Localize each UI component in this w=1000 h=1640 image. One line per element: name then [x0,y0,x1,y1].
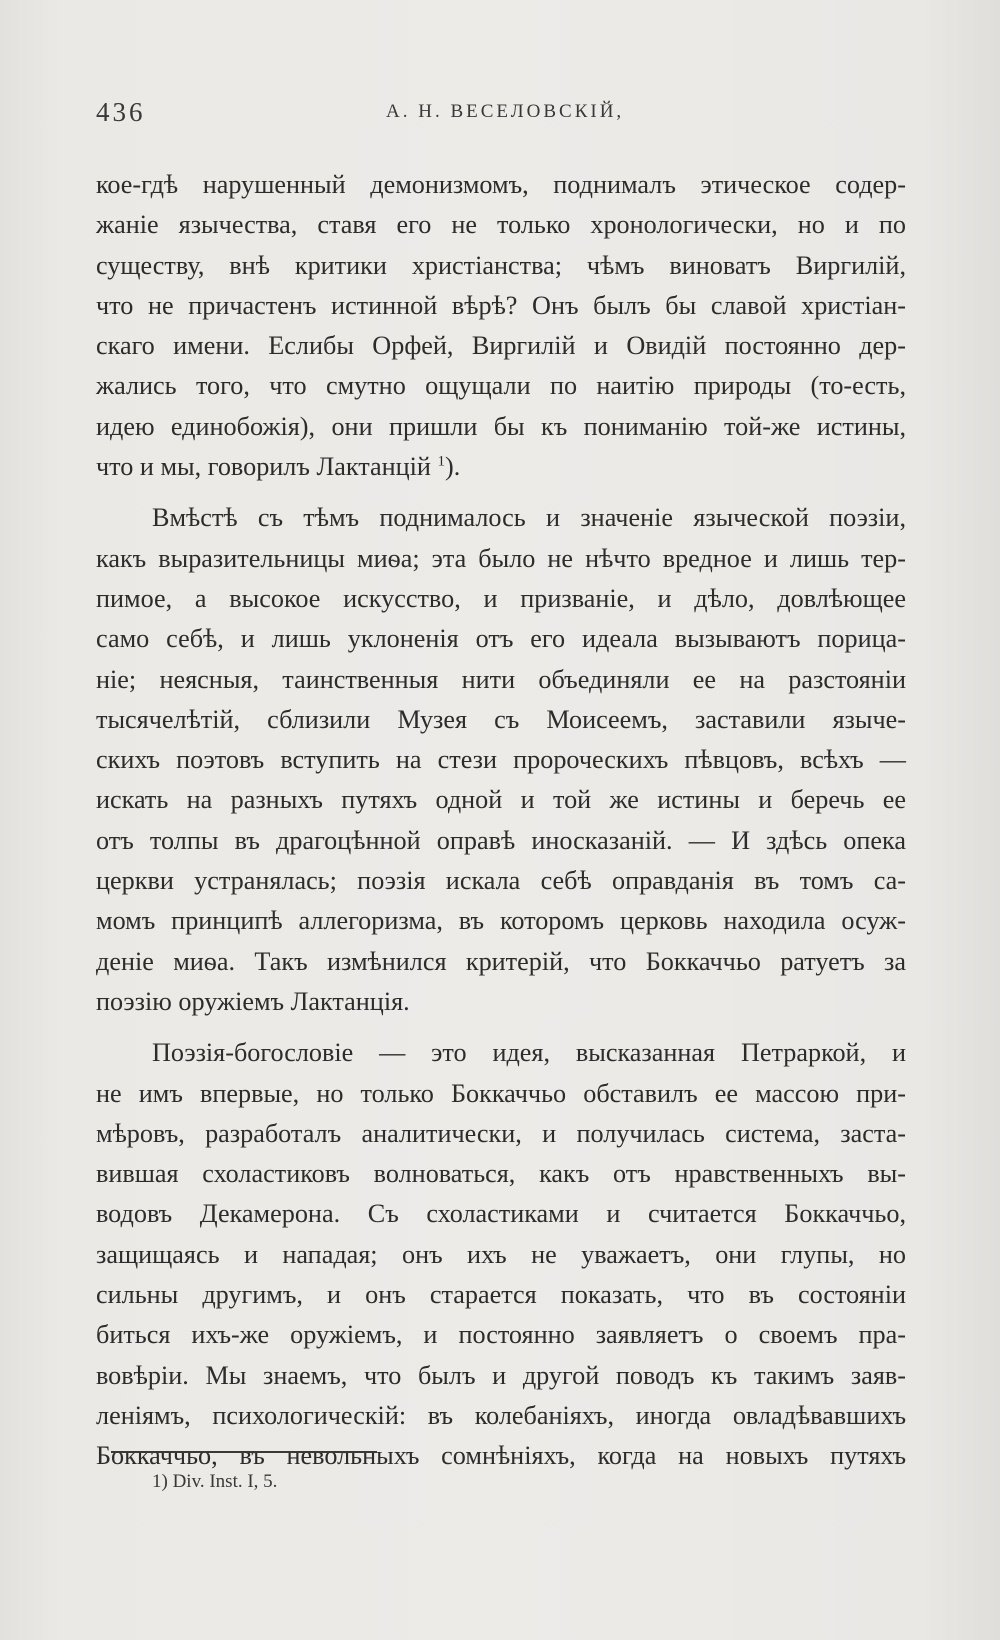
text-line: пимое, а высокое искусство, и призваніе, и дѣло, довлѣющее [96,583,906,613]
text-line: жались того, что смутно ощущали по наитію природы (то-есть, [96,371,906,401]
text-line: тысячелѣтій, сблизили Музея съ Моисеемъ, заставили языче- [96,704,906,734]
text-line: церкви устранялась; поэзія искала себѣ оправданія въ томъ са- [96,866,906,896]
text-line: Вмѣстѣ съ тѣмъ поднималось и значеніе языческой поэзіи, [152,503,906,533]
footnote-reference[interactable]: 1 [437,453,445,470]
paragraph [96,1033,906,1476]
text-line: ніе; неясныя, таинственныя нити объединяли ее на разстояніи [96,664,906,694]
page-header [96,97,906,137]
text-line: скихъ поэтовъ вступить на стези пророческихъ пѣвцовъ, всѣхъ — [96,745,906,775]
paragraph-gap [96,487,906,498]
running-head: А. Н. ВЕСЕЛОВСКІЙ, [386,101,625,122]
text-line: биться ихъ-же оружіемъ, и постоянно заявляетъ о своемъ пра- [96,1320,906,1350]
footnote-rule [111,1451,377,1453]
text-line: жаніе язычества, ставя его не только хронологически, но и по [96,210,906,240]
text-line: искать на разныхъ путяхъ одной и той же истины и беречь ее [96,785,906,815]
text-line: не имъ впервые, но только Боккаччьо обставилъ ее массою при- [96,1078,906,1108]
body-text [96,165,906,1477]
text-line: кое-гдѣ нарушенный демонизмомъ, поднималъ этическое содер- [96,170,906,199]
text-line: защищаясь и нападая; онъ ихъ не уважаетъ, они глупы, но [96,1239,906,1269]
text-line: отъ толпы въ драгоцѣнной оправѣ иносказаній. — И здѣсь опека [96,825,906,855]
text-line: поэзію оружіемъ Лактанція. [96,986,410,1016]
text-line: леніямъ, психологическій: въ колебаніяхъ, иногда овладѣвавшихъ [96,1400,906,1430]
text-line: вившая схоластиковъ волноваться, какъ отъ нравственныхъ вы- [96,1159,906,1189]
paragraph-gap [96,1022,906,1033]
text-line: какъ выразительницы миѳа; эта было не нѣчто вредное и лишь тер- [96,543,906,573]
text-line: вовѣріи. Мы знаемъ, что былъ и другой поводъ къ такимъ заяв- [96,1360,906,1390]
text-line: скаго имени. Еслибы Орфей, Виргилій и Овидій постоянно дер- [96,331,906,361]
text-line: Боккаччьо, въ невольныхъ сомнѣніяхъ, когда на новыхъ путяхъ [96,1441,906,1471]
text-line: водовъ Декамерона. Съ схоластиками и считается Боккаччьо, [96,1199,906,1229]
text-line: существу, внѣ критики христіанства; чѣмъ виноватъ Виргилій, [96,250,906,280]
text-line: мѣровъ, разработалъ аналитически, и получилась система, заста- [96,1118,906,1148]
footnote: 1) Div. Inst. I, 5. [152,1471,278,1492]
text-line: деніе миѳа. Такъ измѣнился критерій, что Боккаччьо ратуетъ за [96,946,906,976]
text-line: Поэзія-богословіе — это идея, высказанная Петраркой, и [152,1038,906,1068]
text-line: сильны другимъ, и онъ старается показать, что въ состояніи [96,1280,906,1310]
line-tail: ). [444,452,461,482]
text-line: идею единобожія), они пришли бы къ пониманію той-же истины, [96,411,906,441]
text-line: что и мы, говорилъ Лактанцій $^1$). [96,452,461,482]
page-number: 436 [96,97,146,127]
text-line: что не причастенъ истинной вѣрѣ? Онъ былъ бы славой христіан- [96,290,906,320]
text-line: само себѣ, и лишь уклоненія отъ его идеала вызываютъ порица- [96,624,906,654]
paragraph [96,165,906,487]
text-line: момъ принципѣ аллегоризма, въ которомъ церковь находила осуж- [96,906,906,936]
paragraph [96,498,906,1022]
